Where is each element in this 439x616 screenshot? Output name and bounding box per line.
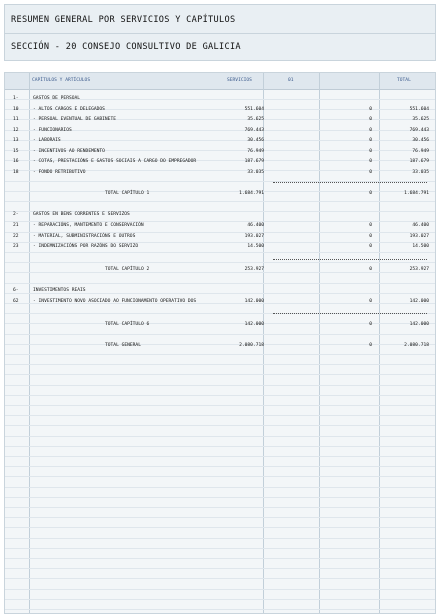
row-value-01: 0 [369, 169, 372, 175]
col-01: 01 [288, 78, 294, 83]
subtotal-separator [273, 182, 427, 183]
row-value-servicios: 1.684.791 [239, 190, 264, 196]
col-servicios: SERVICIOS [227, 78, 252, 83]
row-description: INVESTIMENTOS REAIS [33, 288, 86, 293]
row-gridline [5, 507, 435, 508]
row-value-total: 551.604 [409, 106, 429, 112]
row-value-total: 253.927 [409, 267, 429, 272]
row-value-servicios: 76.949 [247, 148, 264, 154]
row-description: - MATERIAL, SUBMINISTRACIÓNS E OUTROS [33, 233, 136, 239]
table-row [5, 168, 435, 178]
row-code: 62 [13, 298, 19, 304]
table-row [5, 242, 435, 252]
row-description: - ALTOS CARGOS E DELEGADOS [33, 106, 105, 112]
row-value-01: 0 [369, 321, 372, 327]
row-description: - INCENTIVOS AO RENDEMENTO [33, 148, 105, 154]
row-value-01: 0 [369, 138, 372, 143]
row-value-total: 46.400 [412, 223, 429, 228]
row-gridline [5, 599, 435, 600]
row-value-servicios: 253.927 [244, 267, 264, 272]
row-value-01: 0 [369, 342, 372, 348]
row-code: 2- [13, 212, 19, 217]
row-value-servicios: 551.604 [244, 106, 264, 112]
row-value-01: 0 [369, 106, 372, 112]
row-value-servicios: 2.080.718 [239, 342, 264, 348]
row-description: - COTAS, PRESTACIÓNS E GASTOS SOCIAIS A CARGO DO EMPREGADOR [33, 159, 197, 164]
row-code: 16 [13, 159, 19, 164]
row-description: - INVESTIMENTO NOVO ASOCIADO AO FUNCIONAMENTO OPERATIVO DOS [33, 298, 197, 304]
row-value-01: 0 [369, 244, 372, 249]
row-value-01: 0 [369, 190, 372, 196]
row-value-01: 0 [369, 298, 372, 304]
row-description: - LABORAIS [33, 138, 61, 143]
row-value-01: 0 [369, 223, 372, 228]
table-row [5, 105, 435, 115]
row-value-servicios: 14.500 [247, 244, 264, 249]
row-description: - INDEMNIZACIÓNS POR RAZÓNS DO SERVIZO [33, 244, 139, 249]
row-value-total: 142.000 [409, 321, 429, 327]
row-value-total: 33.035 [412, 169, 429, 175]
row-gridline [5, 283, 435, 284]
row-description: - PERSOAL EVENTUAL DE GABINETE [33, 117, 116, 122]
row-value-01: 0 [369, 267, 372, 272]
row-code: 1- [13, 96, 19, 101]
table-row [5, 147, 435, 157]
row-gridline [5, 385, 435, 386]
row-code: 15 [13, 148, 19, 154]
subtotal-separator [273, 259, 427, 260]
section-title: SECCIÓN - 20 CONSEJO CONSULTIVO DE GALICIA [11, 42, 241, 52]
table-row [5, 232, 435, 242]
row-description: TOTAL CAPÍTULO 2 [105, 267, 150, 272]
row-gridline [5, 334, 435, 335]
row-gridline [5, 201, 435, 202]
row-code: 23 [13, 244, 19, 249]
row-description: GASTOS DE PERSOAL [33, 96, 81, 101]
row-description: - FUNCIONARIOS [33, 127, 72, 133]
row-gridline [5, 476, 435, 477]
total-row [5, 341, 435, 351]
row-value-total: 35.625 [412, 117, 429, 122]
row-gridline [5, 558, 435, 559]
row-gridline [5, 405, 435, 406]
row-value-01: 0 [369, 233, 372, 239]
row-gridline [5, 425, 435, 426]
row-value-01: 0 [369, 159, 372, 164]
table-row [5, 126, 435, 136]
row-description: - REPARACIÓNS, MANTEMENTO E CONSERVACIÓN [33, 223, 144, 228]
total-row [5, 189, 435, 199]
row-gridline [5, 517, 435, 518]
row-value-total: 769.443 [409, 127, 429, 133]
row-value-servicios: 33.035 [247, 169, 264, 175]
row-gridline [5, 456, 435, 457]
row-value-total: 30.456 [412, 138, 429, 143]
row-value-servicios: 30.456 [247, 138, 264, 143]
table-row [5, 297, 435, 307]
total-row [5, 265, 435, 275]
row-code: 18 [13, 169, 19, 175]
row-gridline [5, 415, 435, 416]
row-gridline [5, 395, 435, 396]
row-value-total: 187.679 [409, 159, 429, 164]
row-code: 13 [13, 138, 19, 143]
row-gridline [5, 578, 435, 579]
row-code: 6- [13, 288, 19, 293]
row-value-servicios: 769.443 [244, 127, 264, 133]
row-gridline [5, 436, 435, 437]
row-gridline [5, 364, 435, 365]
row-value-01: 0 [369, 148, 372, 154]
col-capitulos: CAPÍTULOS Y ARTÍCULOS [32, 78, 91, 83]
chapter-row [5, 94, 435, 104]
row-value-total: 2.080.718 [404, 342, 429, 348]
row-value-servicios: 46.400 [247, 223, 264, 228]
row-value-01: 0 [369, 127, 372, 133]
report-title-bar [4, 4, 436, 34]
row-gridline [5, 589, 435, 590]
row-value-total: 76.949 [412, 148, 429, 154]
table-row [5, 157, 435, 167]
row-code: 12 [13, 127, 19, 133]
row-code: 11 [13, 117, 19, 122]
row-value-total: 193.027 [409, 233, 429, 239]
chapter-row [5, 286, 435, 296]
row-gridline [5, 487, 435, 488]
row-gridline [5, 262, 435, 263]
row-value-servicios: 193.027 [244, 233, 264, 239]
chapter-row [5, 210, 435, 220]
report-title: RESUMEN GENERAL POR SERVICIOS Y CAPÍTULOS [11, 15, 236, 25]
table-row [5, 221, 435, 231]
col-total: TOTAL [397, 78, 411, 83]
row-value-servicios: 187.679 [244, 159, 264, 164]
subtotal-separator [273, 313, 427, 314]
row-gridline [5, 374, 435, 375]
row-description: - FONDO RETRIBUTIVO [33, 169, 86, 175]
total-row [5, 320, 435, 330]
budget-table [4, 72, 436, 614]
row-code: 21 [13, 223, 19, 228]
row-value-total: 14.500 [412, 244, 429, 249]
section-title-bar [4, 33, 436, 61]
row-value-total: 1.684.791 [404, 190, 429, 196]
row-gridline [5, 609, 435, 610]
row-description: TOTAL CAPÍTULO 1 [105, 190, 150, 196]
row-gridline [5, 548, 435, 549]
row-gridline [5, 466, 435, 467]
row-value-servicios: 142.000 [244, 298, 264, 304]
row-description: TOTAL GENERAL [105, 342, 141, 348]
row-gridline [5, 252, 435, 253]
row-gridline [5, 354, 435, 355]
row-code: 22 [13, 233, 19, 239]
row-gridline [5, 527, 435, 528]
row-description: GASTOS EN BENS CORRENTES E SERVIZOS [33, 212, 130, 217]
row-value-total: 142.000 [409, 298, 429, 304]
table-row [5, 136, 435, 146]
row-gridline [5, 446, 435, 447]
row-description: TOTAL CAPÍTULO 6 [105, 321, 150, 327]
row-gridline [5, 497, 435, 498]
row-value-servicios: 142.000 [244, 321, 264, 327]
row-value-01: 0 [369, 117, 372, 122]
table-row [5, 115, 435, 125]
row-value-servicios: 35.625 [247, 117, 264, 122]
row-gridline [5, 538, 435, 539]
row-gridline [5, 568, 435, 569]
row-code: 10 [13, 106, 19, 112]
table-header [5, 73, 435, 90]
